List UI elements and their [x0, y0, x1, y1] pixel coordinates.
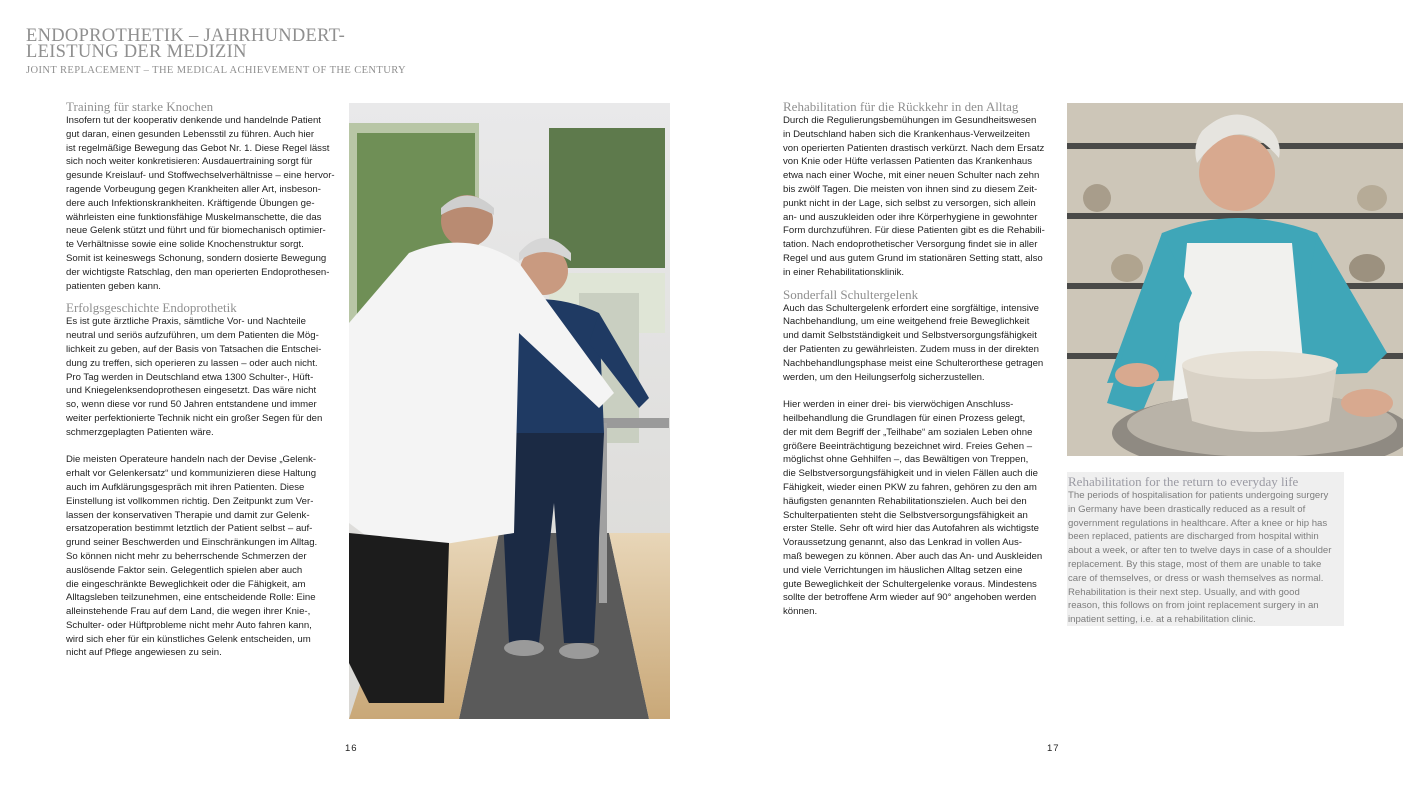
heading-english-rehabilitation: Rehabilitation for the return to everyday life — [1068, 474, 1299, 489]
heading-training: Training für starke Knochen — [66, 99, 214, 114]
left-text-column — [66, 99, 341, 660]
english-summary-box — [1067, 472, 1344, 626]
page-number-right: 17 — [1047, 743, 1060, 754]
heading-rehabilitation: Rehabilitation für die Rückkehr in den Alltag — [783, 99, 1019, 114]
heading-schultergelenk: Sonderfall Schultergelenk — [783, 286, 919, 302]
paragraph-training: Insofern tut der kooperativ denkende und handelnde Patient gut daran, einen gesunden Lebensstil zu führen. Auch hier ist regelmäßige Bewegung das Gebot Nr. 1. Diese Regel lässt sich noch weiter konkretisieren: Ausdauertraining sorgt für gesunde Kreislauf- und Stoffwechselverhältnisse – eine hervor- ragende Vorbeugung gegen Krankheiten aller Art, insbeson- dere auch Infektionskrankheiten. Kräftigende Übungen ge- währleisten eine funktionsfähige Muskelmanschette, die das neue Gelenk stützt und führt und für biomechanisch optimier- te Verhältnisse sowie eine solide Knochenstruktur sorgt. Somit ist keineswegs Schonung, sondern dosierte Bewegung der wichtigste Ratschlag, den man operierten Endoprothesen- patienten geben kann. — [66, 115, 335, 292]
paragraph-schultergelenk-1: Auch das Schultergelenk erfordert eine sorgfältige, intensive Nachbehandlung, um eine weitgehend freie Beweglichkeit und damit Selbstständigkeit und Selbstversorgungsfähigkeit der Patienten zu gewährleisten. Zudem muss in der direkten Nachbehandlungsphase meist eine Schulterorthese getragen werden, um den Heilungserfolg sicherzustellen. — [783, 302, 1044, 383]
page-number-left: 16 — [345, 743, 358, 754]
paragraph-rehabilitation: Durch die Regulierungsbemühungen im Gesundheitswesen in Deutschland haben sich die Krankenhaus-Verweilzeiten von operierten Patienten drastisch verkürzt. Nach dem Ersatz von Knie oder Hüfte verlassen Patienten das Krankenhaus etwa nach einer Woche, mit einer neuen Schulter nach zehn bis zwölf Tagen. Die meisten von ihnen sind zu diesem Zeit- punkt nicht in der Lage, sich selbst zu versorgen, sich allein an- und auszukleiden oder ihre Körperhygiene in gewohnter Form durchzuführen. Für diese Patienten gibt es die Rehabili- tation. Nach endoprothetischer Versorgung findet sie in aller Regel und aus gutem Grund im stationären Setting statt, also in einer Rehabilitationsklinik. — [783, 115, 1045, 278]
heading-erfolgsgeschichte: Erfolgsgeschichte Endoprothetik — [66, 300, 237, 316]
paragraph-erfolgsgeschichte-1: Es ist gute ärztliche Praxis, sämtliche Vor- und Nachteile neutral und seriös aufzuführen, um dem Patienten die Mög- lichkeit zu geben, auf der Basis von Tatsachen die Entschei- dung zu treffen, sich operieren zu lassen – oder auch nicht. Pro Tag werden in Deutschland etwa 1300 Schulter-, Hüft- und Kniegelenksendoprothesen eingesetzt. Das wäre nicht so, wenn diese vor rund 50 Jahren entstandene und immer weiter perfektionierte Technik nicht ein großer Segen für den schmerzgeplagten Patienten wäre. — [66, 316, 323, 438]
photo-pottery — [1067, 103, 1403, 456]
photo-physiotherapy — [349, 103, 670, 719]
pottery-illustration — [1067, 103, 1403, 456]
title-line-2: LEISTUNG DER MEDIZIN — [26, 42, 247, 62]
paragraph-erfolgsgeschichte-2: Die meisten Operateure handeln nach der Devise „Gelenk- erhalt vor Gelenkersatz“ und kommunizieren diese Haltung auch im Aufklärungsgespräch mit ihren Patienten. Diese Einstellung ist vollkommen richtig. Den Zeitpunkt zum Ver- lassen der konservativen Therapie und damit zur Gelenk- ersatzoperation bestimmt letztlich der Patient selbst – auf- grund seiner Beschwerden und Einschränkungen im Alltag. So können nicht mehr zu beherrschende Schmerzen der auslösende Faktor sein. Gelegentlich spielen aber auch die eingeschränkte Beweglichkeit oder die Fähigkeit, am Alltagsleben teilzunehmen, eine entscheidende Rolle: Eine alleinstehende Frau auf dem Land, die wegen ihrer Knie-, Schulter- oder Hüftprobleme nicht mehr Auto fahren kann, wird sich eher für ein künstliches Gelenk entscheiden, um nicht auf Pflege angewiesen zu sein. — [66, 454, 318, 659]
title-line-1: ENDOPROTHETIK – JAHRHUNDERT- — [26, 26, 346, 46]
paragraph-schultergelenk-2: Hier werden in einer drei- bis vierwöchigen Anschluss- heilbehandlung die Grundlagen für einen Prozess gelegt, der mit dem Begriff der „Teilhabe“ am sozialen Leben ohne größere Beeinträchtigung bezeichnet wird. Freies Gehen – möglichst ohne Gehhilfen –, das Bewältigen von Treppen, die Selbstversorgungsfähigkeit und in vielen Fällen auch die Fähigkeit, wieder einen PKW zu fahren, gehören zu den am häufigsten genannten Rehabilitationszielen. Auch bei den Schulterpatienten steht die Selbstversorgungsfähigkeit an erster Stelle. Sehr oft wird hier das Autofahren als wichtigste Voraussetzung genannt, also das Lenkrad in vollen Aus- maß bewegen zu können. Aber auch das An- und Auskleiden und viele Verrichtungen im häuslichen Alltag setzen eine gute Beweglichkeit der Schultergelenke voraus. Mindestens sollte der betroffene Arm wieder auf 90° angehoben werden können. — [783, 399, 1043, 618]
page-subtitle: JOINT REPLACEMENT – THE MEDICAL ACHIEVEMENT OF THE CENTURY — [26, 65, 407, 76]
page-title — [26, 28, 626, 60]
paragraph-english-rehabilitation: The periods of hospitalisation for patients undergoing surgery in Germany have been drastically reduced as a result of government regulations in healthcare. After a knee or hip has been replaced, patients are discharged from hospital within about a week, or after ten to twelve days in case of a shoulder replacement. By this stage, most of them are unable to take care of themselves, or dress or wash themselves as normal. Rehabilitation is their next step. Usually, and with good reason, this follows on from joint replacement surgery in an inpatient setting, i.e. at a rehabilitation clinic. — [1068, 490, 1332, 626]
physiotherapy-illustration — [349, 103, 670, 719]
right-text-column — [783, 99, 1058, 619]
